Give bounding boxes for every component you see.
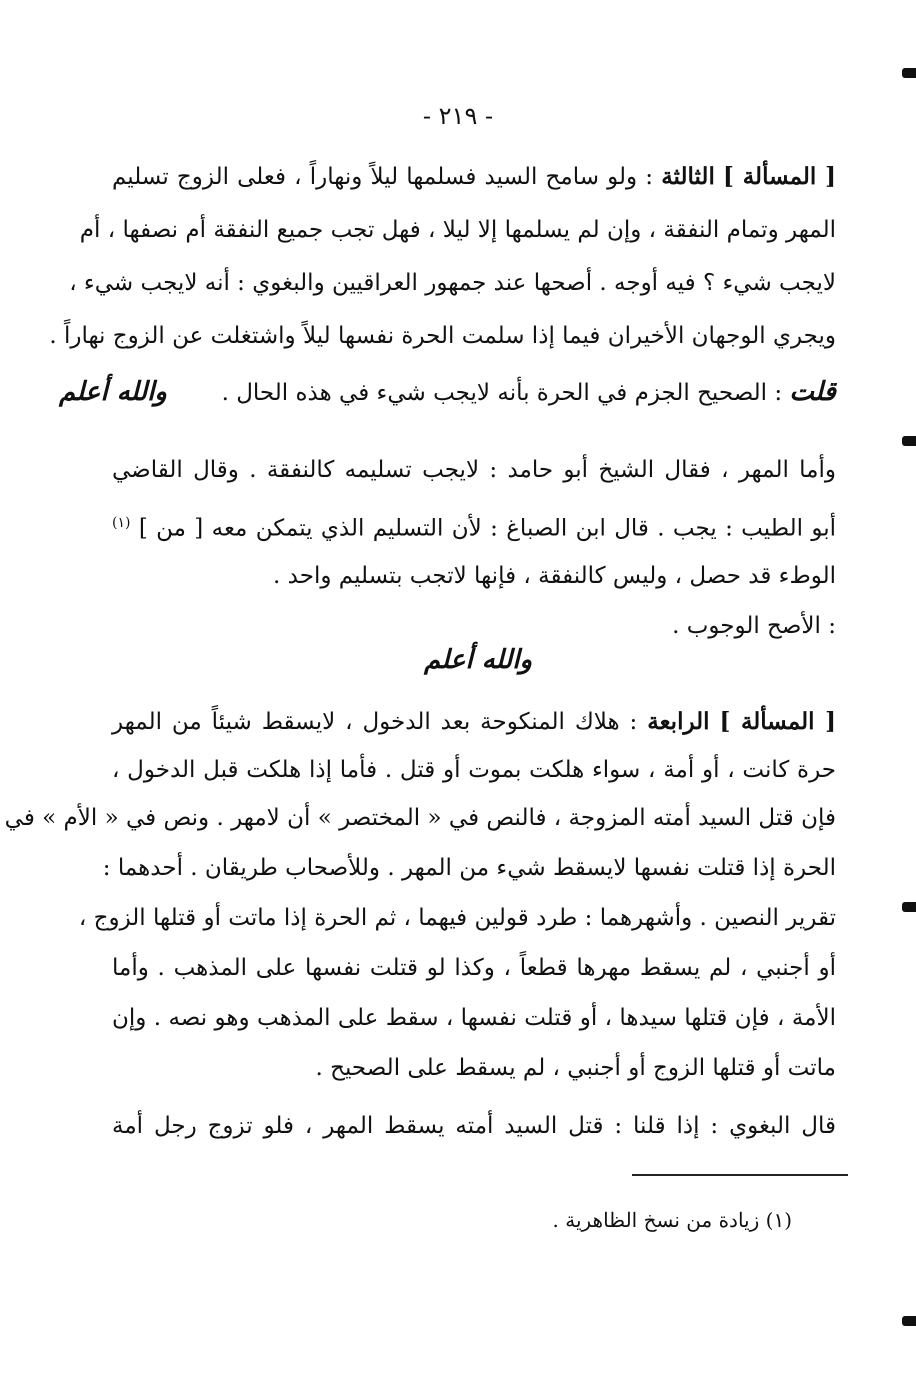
section-3-line-1 [112, 157, 836, 197]
section-4-line-3: فإن قتل السيد أمته المزوجة ، فالنص في « المختصر » أن لامهر . ونص في « الأم » في [4, 805, 836, 831]
section-4-line-4: الحرة إذا قتلت نفسها لايسقط شيء من المهر . وللأصحاب طريقان . أحدهما : [102, 855, 836, 881]
mahr-line-2-text: أبو الطيب : يجب . قال ابن الصباغ : لأن التسليم الذي يتمكن معه [ من ] [138, 515, 836, 542]
mahr-line-2 [112, 503, 836, 543]
section-4-line-7: الأمة ، فإن قتلها سيدها ، أو قتلت نفسها ، سقط على المذهب وهو نصه . وإن [112, 1005, 836, 1031]
qultu-text: : الصحيح الجزم في الحرة بأنه لايجب شيء في هذه الحال . [221, 380, 783, 406]
section-4-line-1 [112, 702, 836, 742]
scan-edge-mark [902, 436, 916, 446]
section-3-line-2: المهر وتمام النفقة ، وإن لم يسلمها إلا ليلا ، فهل تجب جميع النفقة أم نصفها ، أم [79, 217, 836, 243]
section-3-line-1-text: : ولو سامح السيد فسلمها ليلاً ونهاراً ، فعلى الزوج تسليم [112, 164, 654, 190]
mahr-closing-line [112, 640, 532, 684]
page-number: - ٢١٩ - [422, 102, 494, 130]
section-4-line-1-text: : هلاك المنكوحة بعد الدخول ، لايسقط شيئاً من المهر [112, 709, 638, 735]
footnote: (١) زيادة من نسخ الظاهرية . [552, 1208, 792, 1232]
section-4-line-2: حرة كانت ، أو أمة ، سواء هلكت بموت أو قتل . فأما إذا هلكت قبل الدخول ، [112, 757, 836, 783]
section-4-bracket-label: [ المسألة ] [719, 708, 837, 735]
footnote-marker: (١) [112, 515, 131, 531]
mahr-line-4-text: : الأصح الوجوب . [672, 613, 836, 639]
section-4-line-6: أو أجنبي ، لم يسقط مهرها قطعاً ، وكذا لو قتلت نفسها على المذهب . وأما [112, 955, 836, 981]
section-3-bracket-label: [ المسألة ] [723, 163, 837, 190]
section-4-line-5: تقرير النصين . وأشهرهما : طرد قولين فيهما ، ثم الحرة إذا ماتت أو قتلها الزوج ، [78, 905, 836, 931]
mahr-line-3: الوطء قد حصل ، وليس كالنفقة ، فإنها لاتجب بتسليم واحد . [273, 563, 836, 589]
mahr-line-1: وأما المهر ، فقال الشيخ أبو حامد : لايجب تسليمه كالنفقة . وقال القاضي [112, 457, 836, 483]
mahr-closing: والله أعلم [424, 645, 532, 675]
scan-edge-mark [902, 1316, 916, 1326]
section-3-line-3: لايجب شيء ؟ فيه أوجه . أصحها عند جمهور العراقيين والبغوي : أنه لايجب شيء ، [69, 270, 836, 296]
baghawi-line-1: قال البغوي : إذا قلنا : قتل السيد أمته يسقط المهر ، فلو تزوج رجل أمة [112, 1113, 836, 1139]
section-4-line-8: ماتت أو قتلها الزوج أو أجنبي ، لم يسقط على الصحيح . [315, 1055, 836, 1081]
section-3-ordinal: الثالثة [661, 163, 715, 190]
section-4-ordinal: الرابعة [647, 708, 710, 735]
section-3-line-4: ويجري الوجهان الأخيران فيما إذا سلمت الحرة نفسها ليلاً واشتغلت عن الزوج نهاراً . [49, 323, 836, 349]
scan-edge-mark [902, 68, 916, 78]
scan-edge-mark [902, 902, 916, 912]
footnote-rule [632, 1174, 848, 1176]
qultu-label: قلت [789, 377, 836, 407]
qultu-closing: والله أعلم [59, 377, 167, 407]
qultu-line [59, 372, 836, 412]
